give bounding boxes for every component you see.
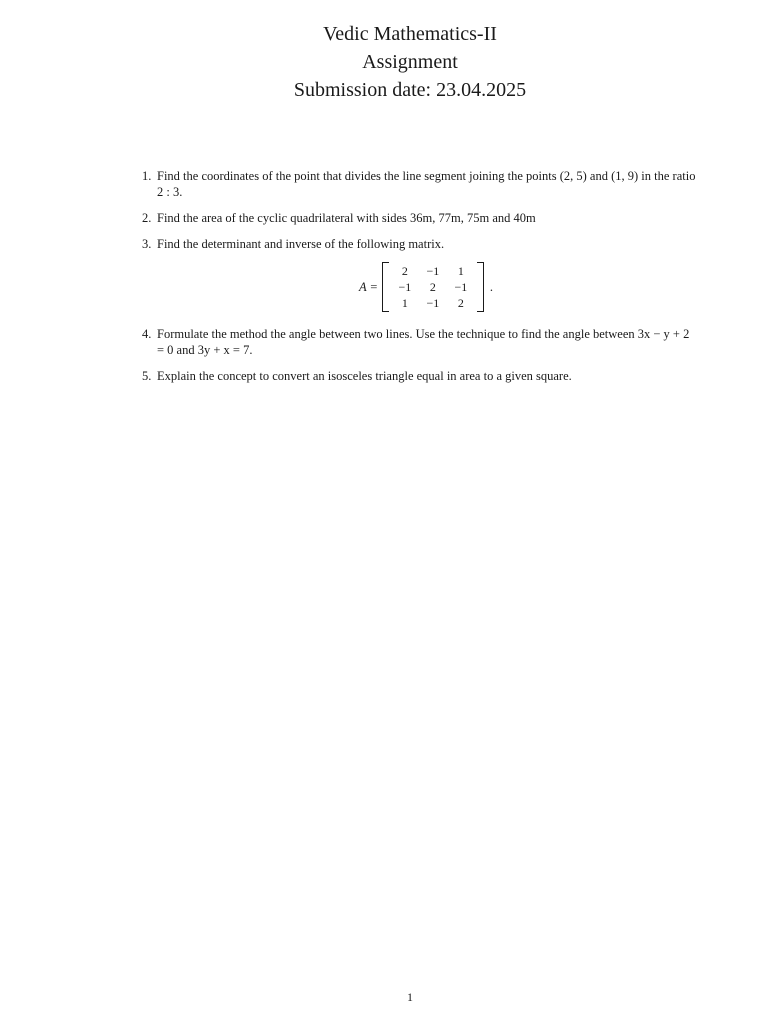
question-number: 1. — [142, 169, 152, 183]
document-header — [0, 20, 768, 104]
question-number: 5. — [142, 369, 152, 383]
left-bracket — [382, 262, 389, 312]
matrix-grid — [391, 263, 475, 311]
question-list — [142, 168, 698, 394]
matrix-cell: 2 — [401, 264, 408, 278]
matrix-cell: −1 — [398, 280, 412, 294]
question-text: Formulate the method the angle between two lines. Use the technique to find the angle between 3x − y + 2 = 0 and 3y + x = 7. — [157, 327, 690, 357]
question-2 — [142, 210, 698, 226]
question-1 — [142, 168, 698, 200]
matrix-cell: 2 — [429, 280, 436, 294]
question-5 — [142, 368, 698, 384]
question-3 — [142, 236, 698, 252]
matrix-cell: −1 — [454, 280, 468, 294]
submission-date: Submission date: 23.04.2025 — [293, 79, 527, 101]
question-number: 2. — [142, 211, 152, 225]
matrix-lhs: A = — [358, 280, 378, 294]
question-4 — [142, 326, 698, 358]
matrix-cell: 1 — [401, 296, 408, 310]
question-number: 4. — [142, 327, 152, 341]
matrix-equation — [142, 262, 698, 312]
matrix-cell: −1 — [426, 264, 440, 278]
matrix-cell: 2 — [457, 296, 464, 310]
question-number: 3. — [142, 237, 152, 251]
question-text: Find the determinant and inverse of the following matrix. — [157, 237, 445, 251]
page-number: 1 — [407, 990, 413, 1004]
question-text: Find the coordinates of the point that divides the line segment joining the points (2, 5) and (1, 9) in the ratio 2 : 3. — [157, 169, 696, 199]
document-type: Assignment — [362, 51, 458, 73]
matrix-period: . — [489, 280, 494, 294]
matrix-cell: 1 — [457, 264, 464, 278]
question-text: Explain the concept to convert an isosceles triangle equal in area to a given square. — [157, 369, 572, 383]
matrix-cell: −1 — [426, 296, 440, 310]
right-bracket — [477, 262, 484, 312]
course-title: Vedic Mathematics-II — [323, 23, 497, 45]
question-text: Find the area of the cyclic quadrilateral with sides 36m, 77m, 75m and 40m — [157, 211, 536, 225]
